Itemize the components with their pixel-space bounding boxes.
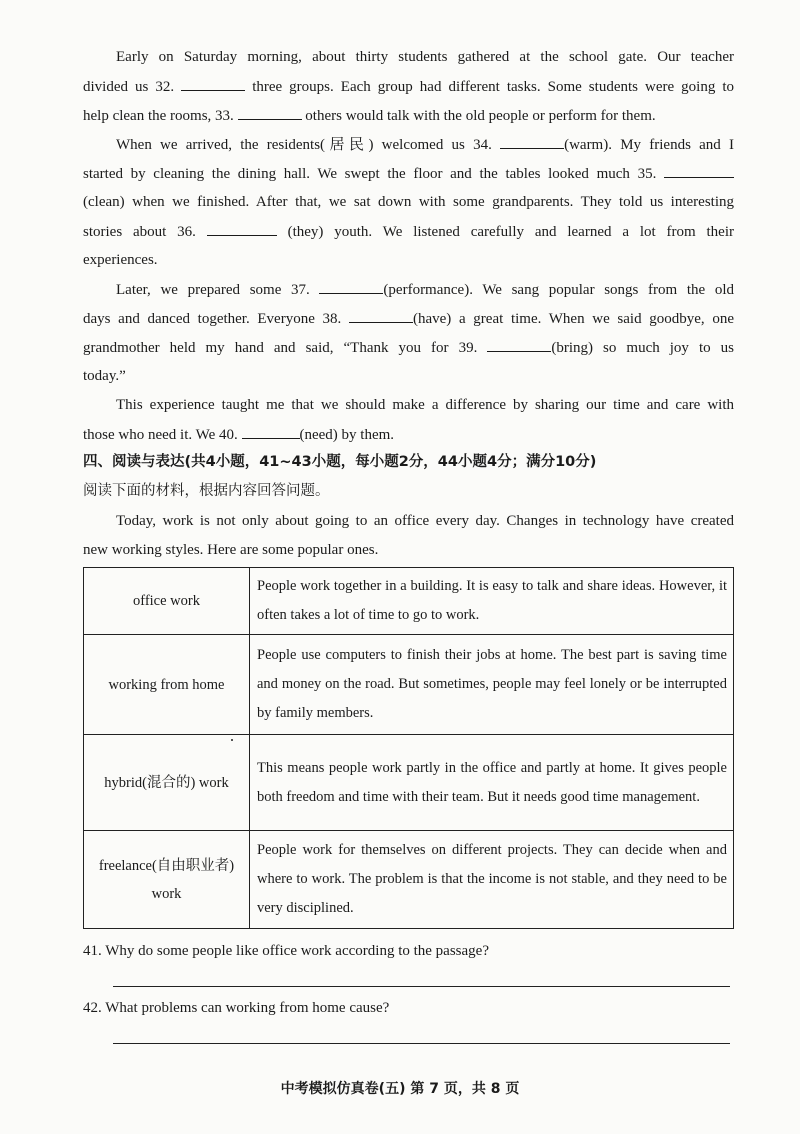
passage-line: When we arrived, the residents(居民) welcomed us 34. (warm). My friends and I xyxy=(116,134,734,155)
blank-32[interactable] xyxy=(181,76,245,91)
blank-37[interactable] xyxy=(319,279,383,294)
passage-line: today.” xyxy=(83,368,126,384)
intro-line: new working styles. Here are some popular ones. xyxy=(83,542,379,558)
passage-line: This experience taught me that we should make a difference by sharing our time and care with xyxy=(116,397,734,413)
blank-40[interactable] xyxy=(242,424,300,439)
passage-line: (clean) when we finished. After that, we sat down with some grandparents. They told us interesting xyxy=(83,194,734,210)
passage-line: Later, we prepared some 37. (performance). We sang popular songs from the old xyxy=(116,279,734,300)
blank-39[interactable] xyxy=(487,337,551,352)
term-cell: freelance(自由职业者) work xyxy=(84,831,250,929)
description-cell: People work for themselves on different projects. They can decide when and where to work. The problem is that the income is not stable, and they need to be very disciplined. xyxy=(250,831,734,929)
passage-line: stories about 36. (they) youth. We listened carefully and learned a lot from their xyxy=(83,221,734,242)
blank-36[interactable] xyxy=(207,221,277,236)
term-cell: office work xyxy=(84,568,250,635)
passage-line: experiences. xyxy=(83,252,158,268)
description-cell: This means people work partly in the office and partly at home. It gives people both freedom and time with their team. But it needs good time management. xyxy=(250,735,734,831)
table-row xyxy=(84,635,734,735)
passage-line: Early on Saturday morning, about thirty students gathered at the school gate. Our teacher xyxy=(116,49,734,65)
passage-line: started by cleaning the dining hall. We swept the floor and the tables looked much 35. xyxy=(83,163,734,184)
passage-line: those who need it. We 40. (need) by them. xyxy=(83,424,394,445)
intro-line: Today, work is not only about going to an office every day. Changes in technology have created xyxy=(116,513,734,529)
table-row xyxy=(84,568,734,635)
passage-line: grandmother held my hand and said, “Thank you for 39. (bring) so much joy to us xyxy=(83,337,734,358)
passage-line: help clean the rooms, 33. others would talk with the old people or perform for them. xyxy=(83,105,656,126)
blank-33[interactable] xyxy=(238,105,302,120)
term-cell: hybrid(混合的) work xyxy=(84,735,250,831)
passage-line: days and danced together. Everyone 38. (have) a great time. When we said goodbye, one xyxy=(83,308,734,329)
table-row xyxy=(84,831,734,929)
description-cell: People work together in a building. It is easy to talk and share ideas. However, it often takes a lot of time to go to work. xyxy=(250,568,734,635)
stray-mark xyxy=(231,739,233,741)
question-41: 41. Why do some people like office work according to the passage? xyxy=(83,943,489,959)
working-styles-table xyxy=(83,567,734,929)
question-42: 42. What problems can working from home cause? xyxy=(83,1000,390,1016)
blank-38[interactable] xyxy=(349,308,413,323)
blank-34[interactable] xyxy=(500,134,564,149)
answer-line-41[interactable] xyxy=(113,986,730,987)
blank-35[interactable] xyxy=(664,163,734,178)
page-footer: 中考模拟仿真卷(五) 第 7 页，共 8 页 xyxy=(280,1081,520,1097)
section-instruction: 阅读下面的材料，根据内容回答问题。 xyxy=(83,483,330,499)
passage-line: divided us 32. three groups. Each group had different tasks. Some students were going to xyxy=(83,76,734,97)
answer-line-42[interactable] xyxy=(113,1043,730,1044)
table-row xyxy=(84,735,734,831)
description-cell: People use computers to finish their jobs at home. The best part is saving time and money on the road. But sometimes, people may feel lonely or be interrupted by family members. xyxy=(250,635,734,735)
term-cell: working from home xyxy=(84,635,250,735)
section-heading: 四、阅读与表达(共4小题，41~43小题，每小题2分，44小题4分；满分10分) xyxy=(83,454,597,470)
